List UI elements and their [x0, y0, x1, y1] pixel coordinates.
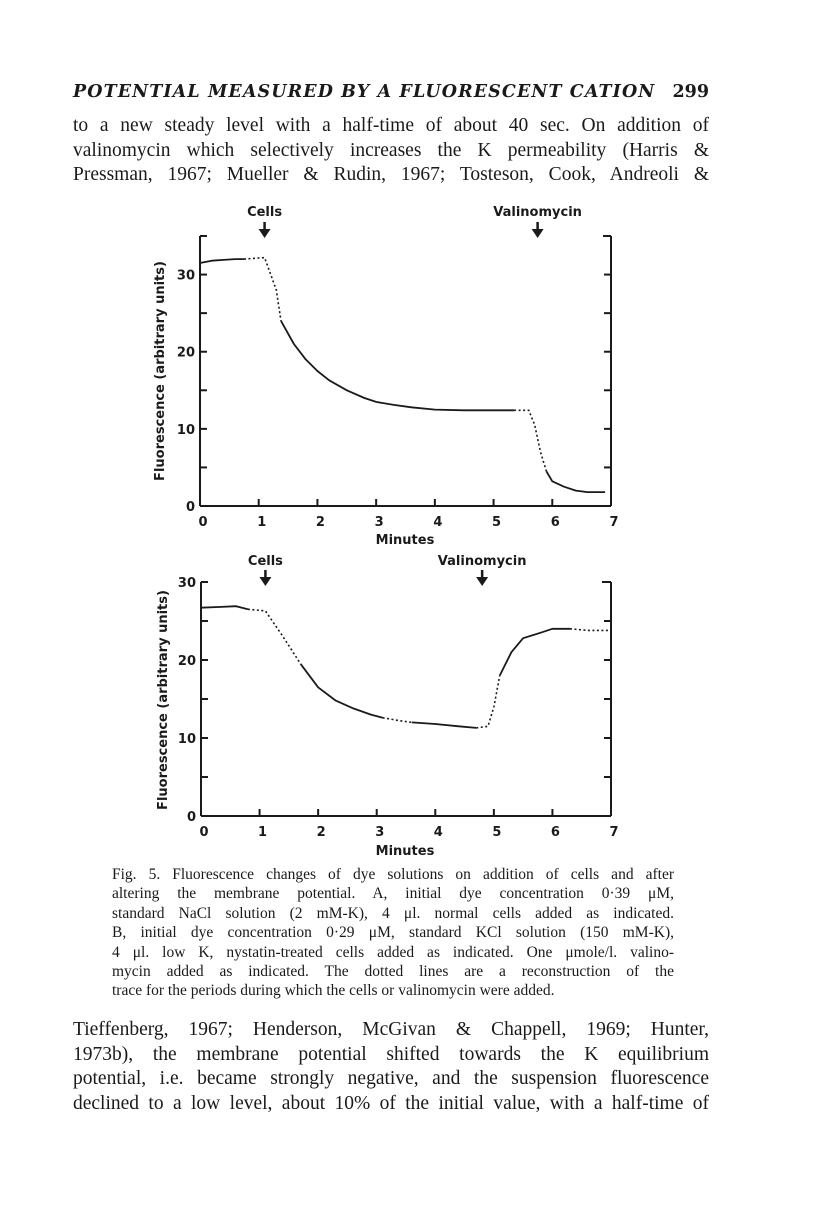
- x-tick-label: 2: [315, 515, 325, 530]
- x-tick-label: 0: [199, 825, 209, 840]
- body-paragraph-top: [73, 114, 709, 188]
- x-tick-label: 1: [258, 825, 268, 840]
- trace-segment: [200, 259, 244, 263]
- x-tick-label: 3: [375, 825, 385, 840]
- running-title: POTENTIAL MEASURED BY A FLUORESCENT CATION: [73, 82, 656, 102]
- body-paragraph-bottom: [73, 1018, 709, 1116]
- caption-line: mycin added as indicated. The dotted lines are a reconstruction of the: [112, 963, 674, 981]
- text-line: Pressman, 1967; Mueller & Rudin, 1967; Tosteson, Cook, Andreoli &: [73, 164, 709, 185]
- trace-reconstructed: [476, 676, 499, 728]
- text-line: valinomycin which selectively increases the K permeability (Harris &: [73, 139, 709, 161]
- trace-reconstructed: [244, 258, 281, 321]
- text-line: 1973b), the membrane potential shifted towards the K equilibrium: [73, 1043, 709, 1065]
- trace-segment: [500, 629, 570, 676]
- x-axis-label: Minutes: [375, 844, 435, 859]
- annotations: [247, 205, 582, 238]
- annotation-label: Cells: [247, 554, 283, 569]
- x-tick-label: 7: [609, 825, 619, 840]
- trace-reconstructed: [514, 410, 546, 471]
- text-line: potential, i.e. became strongly negative, and the suspension fluorescence: [73, 1068, 709, 1089]
- text-line: declined to a low level, about 10% of the initial value, with a half-time of: [73, 1092, 709, 1114]
- y-axis-label: Fluorescence (arbitrary units): [156, 590, 171, 810]
- trace-segment: [301, 664, 383, 718]
- trace-segment: [201, 606, 248, 609]
- caption-line: standard NaCl solution (2 mM-K), 4 μl. normal cells added as indicated.: [112, 904, 674, 922]
- x-tick-label: 7: [609, 515, 619, 530]
- annotations: [248, 554, 527, 586]
- traces: [200, 258, 605, 493]
- y-ticks: [178, 576, 611, 825]
- y-tick-label: 20: [176, 345, 195, 361]
- y-tick-label: 30: [176, 268, 195, 284]
- caption-line: B, initial dye concentration 0·29 μM, standard KCl solution (150 mM-K),: [112, 924, 674, 942]
- text-line: Tieffenberg, 1967; Henderson, McGivan & Chappell, 1969; Hunter,: [73, 1019, 709, 1040]
- caption-line: trace for the periods during which the cells or valinomycin were added.: [112, 982, 555, 1000]
- y-tick-label: 0: [186, 810, 196, 825]
- x-tick-label: 0: [198, 515, 208, 530]
- x-ticks: [199, 809, 618, 840]
- y-tick-label: 10: [176, 422, 195, 438]
- annotation-label: Valinomycin: [493, 205, 582, 220]
- caption-line: altering the membrane potential. A, initial dye concentration 0·39 μM,: [112, 885, 674, 903]
- x-tick-label: 2: [316, 825, 326, 840]
- annotation-label: Cells: [247, 205, 283, 220]
- arrow-down-icon: [532, 229, 544, 238]
- figure-caption: [112, 865, 674, 1001]
- figure-5: [0, 195, 816, 860]
- y-tick-label: 10: [177, 732, 196, 747]
- x-tick-label: 5: [492, 825, 502, 840]
- x-tick-label: 6: [550, 825, 560, 840]
- y-ticks: [177, 269, 611, 515]
- caption-line: Fig. 5. Fluorescence changes of dye solutions on addition of cells and after: [112, 866, 674, 883]
- x-tick-label: 4: [433, 515, 443, 530]
- trace-segment: [281, 321, 514, 410]
- running-head: [73, 82, 709, 102]
- x-tick-label: 6: [550, 515, 560, 530]
- trace-reconstructed: [383, 718, 412, 723]
- arrow-down-icon: [259, 229, 271, 238]
- x-axis-label: Minutes: [375, 533, 435, 548]
- trace-segment: [412, 722, 476, 728]
- traces: [201, 606, 611, 728]
- chart-panel-b: [156, 554, 619, 859]
- x-ticks: [198, 499, 618, 530]
- y-tick-label: 30: [177, 576, 196, 591]
- page-number: 299: [672, 82, 709, 102]
- annotation-label: Valinomycin: [437, 554, 527, 569]
- trace-segment: [546, 471, 605, 492]
- x-tick-label: 4: [433, 825, 443, 840]
- trace-reconstructed: [570, 629, 611, 631]
- arrow-down-icon: [259, 577, 271, 586]
- trace-reconstructed: [248, 609, 301, 664]
- text-line: to a new steady level with a half-time of about 40 sec. On addition of: [73, 115, 709, 136]
- y-tick-label: 0: [185, 500, 195, 515]
- chart-panel-a: [153, 205, 619, 548]
- x-tick-label: 5: [492, 515, 502, 530]
- caption-line: 4 μl. low K, nystatin-treated cells added as indicated. One μmole/l. valino-: [112, 943, 674, 961]
- y-axis-label: Fluorescence (arbitrary units): [153, 261, 168, 481]
- x-tick-label: 3: [374, 515, 384, 530]
- arrow-down-icon: [476, 577, 488, 586]
- x-tick-label: 1: [257, 515, 267, 530]
- y-tick-label: 20: [177, 654, 196, 669]
